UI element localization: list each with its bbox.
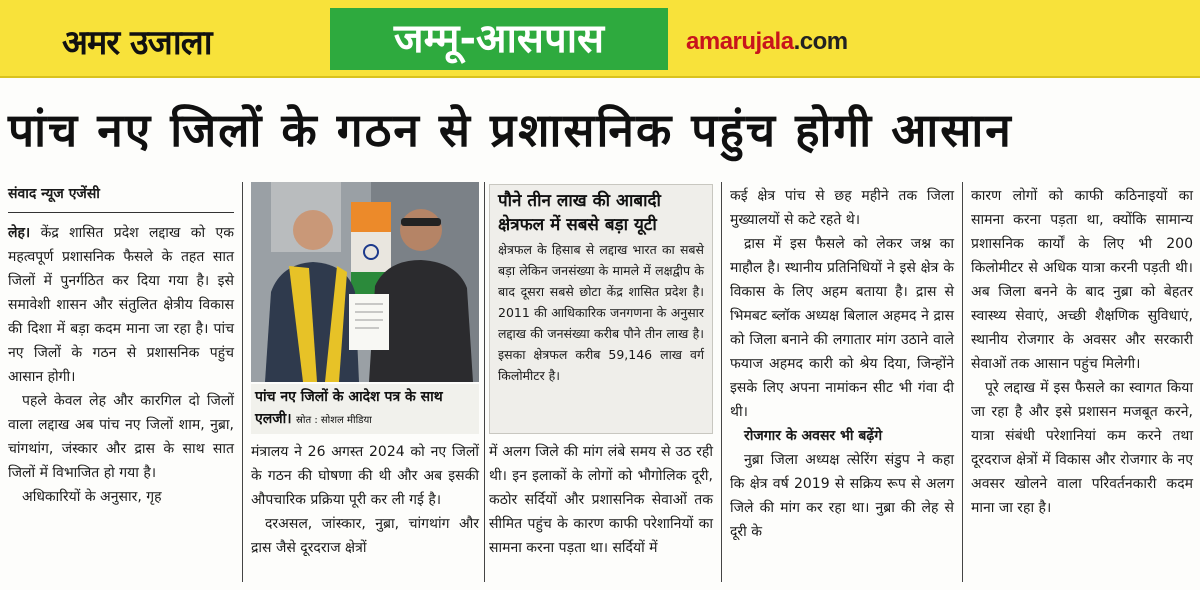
- subheading: रोजगार के अवसर भी बढ़ेंगे: [744, 428, 883, 444]
- paragraph: द्रास में इस फैसले को लेकर जश्न का माहौल है। स्थानीय प्रतिनिधियों ने इसे क्षेत्र के विकास के लिए अहम बताया है। द्रास से भिमबट ब्लॉक अध्यक्ष बिलाल अहमद ने द्रास को जिला बनाने की लगातार मांग उठाने वाले फयाज अहमद कारी को श्रेय दिया, जिन्होंने इसके लिए अपना नामांकन सीट भी गंवा दी थी।: [730, 236, 954, 420]
- column-3: [489, 440, 713, 585]
- paragraph: पहले केवल लेह और कारगिल दो जिलों वाला लद्दाख अब पांच नए जिलों शाम, नुब्रा, चांगथांग, जंस्कार और द्रास के साथ सात जिलों में विभाजित हो गया है।: [8, 393, 234, 481]
- column-5: [971, 184, 1193, 584]
- paragraph: में अलग जिले की मांग लंबे समय से उठ रही थी। इन इलाकों के लोगों को भौगोलिक दूरी, कठोर सर्दियों और प्रशासनिक सेवाओं तक सीमित पहुंच के कारण काफी परेशानियों का सामना करना पड़ता था। सर्दियों में: [489, 444, 713, 556]
- section-title: जम्मू-आसपास: [330, 8, 668, 70]
- paragraph: दरअसल, जांस्कार, नुब्रा, चांगथांग और द्रास जैसे दूरदराज क्षेत्रों: [251, 516, 479, 556]
- column-1: [8, 182, 234, 582]
- column-divider: [484, 182, 485, 582]
- info-box: [489, 184, 713, 434]
- paragraph: नुब्रा जिला अध्यक्ष त्सेरिंग संडुप ने कहा कि क्षेत्र वर्ष 2019 से सक्रिय रूप से अलग जिले की मांग कर रहा था। नुब्रा की लेह से दूरी के: [730, 452, 954, 540]
- article-headline: पांच नए जिलों के गठन से प्रशासनिक पहुंच होगी आसान: [8, 103, 1013, 157]
- column-divider: [721, 182, 722, 582]
- paragraph: कई क्षेत्र पांच से छह महीने तक जिला मुख्यालयों से कटे रहते थे।: [730, 188, 954, 228]
- caption-text: पांच नए जिलों के आदेश पत्र के साथ एलजी।: [255, 389, 443, 427]
- photo-source: स्रोत : सोशल मीडिया: [296, 415, 372, 426]
- lead-text: केंद्र शासित प्रदेश लद्दाख को एक महत्वपूर्ण प्रशासनिक फैसले के तहत सात जिलों में पुनर्गठित कर दिया गया है। इसे समावेशी शासन और संतुलित क्षेत्रीय विकास की दिशा में बड़ा कदम माना जा रहा है। पांच नए जिलों के गठन से प्रशासनिक पहुंच आसान होगी।: [8, 225, 234, 385]
- info-box-body: क्षेत्रफल के हिसाब से लद्दाख भारत का सबसे बड़ा लेकिन जनसंख्या के मामले में लक्षद्वीप के बाद दूसरा सबसे छोटा केंद्र शासित प्रदेश है। 2011 की आधिकारिक जनगणना के अनुसार लद्दाख की जनसंख्या करीब पौने तीन लाख है। इसका क्षेत्रफल करीब 59,146 लाख वर्ग किलोमीटर है।: [498, 242, 704, 383]
- byline: संवाद न्यूज एजेंसी: [8, 186, 100, 202]
- website-domain: .com: [793, 28, 848, 55]
- column-divider: [242, 182, 243, 582]
- photo-caption: [251, 384, 479, 434]
- website-url: [686, 28, 848, 56]
- website-name: amarujala: [686, 28, 794, 55]
- column-divider: [962, 182, 963, 582]
- masthead-banner: [0, 0, 1200, 78]
- paragraph: मंत्रालय ने 26 अगस्त 2024 को नए जिलों के गठन की घोषणा की थी और अब इसकी औपचारिक प्रक्रिया पूरी कर ली गई है।: [251, 444, 479, 508]
- column-2: [251, 440, 479, 585]
- dateline: लेह।: [8, 225, 31, 241]
- paragraph: पूरे लद्दाख में इस फैसले का स्वागत किया जा रहा है और इसे प्रशासन मजबूत करने, यात्रा संबंधी परेशानियां कम करने तथा दूरदराज क्षेत्रों में विकास और रोजगार के नए अवसर खोलने वाला परिवर्तनकारी कदम माना जा रहा है।: [971, 380, 1193, 516]
- newspaper-logo: अमर उजाला: [62, 23, 212, 63]
- byline-divider: [8, 212, 234, 213]
- lead-paragraph: [8, 221, 234, 389]
- news-photo: [251, 182, 479, 382]
- paragraph: अधिकारियों के अनुसार, गृह: [22, 489, 162, 505]
- column-4: [730, 184, 954, 584]
- paragraph: कारण लोगों को काफी कठिनाइयों का सामना करना पड़ता था, क्योंकि सामान्य प्रशासनिक कार्यों के लिए भी 200 किलोमीटर से अधिक यात्रा करनी पड़ती थी। अब जिला बनने के बाद नुब्रा को बेहतर स्वास्थ्य सेवाएं, अच्छी शैक्षणिक सुविधाएं, स्थानीय रोजगार के अवसर और सरकारी सेवाओं तक आसान पहुंच मिलेगी।: [971, 188, 1193, 372]
- info-box-heading: पौने तीन लाख की आबादी क्षेत्रफल में सबसे बड़ा यूटी: [498, 191, 661, 235]
- officials-photo-illustration: [251, 182, 479, 382]
